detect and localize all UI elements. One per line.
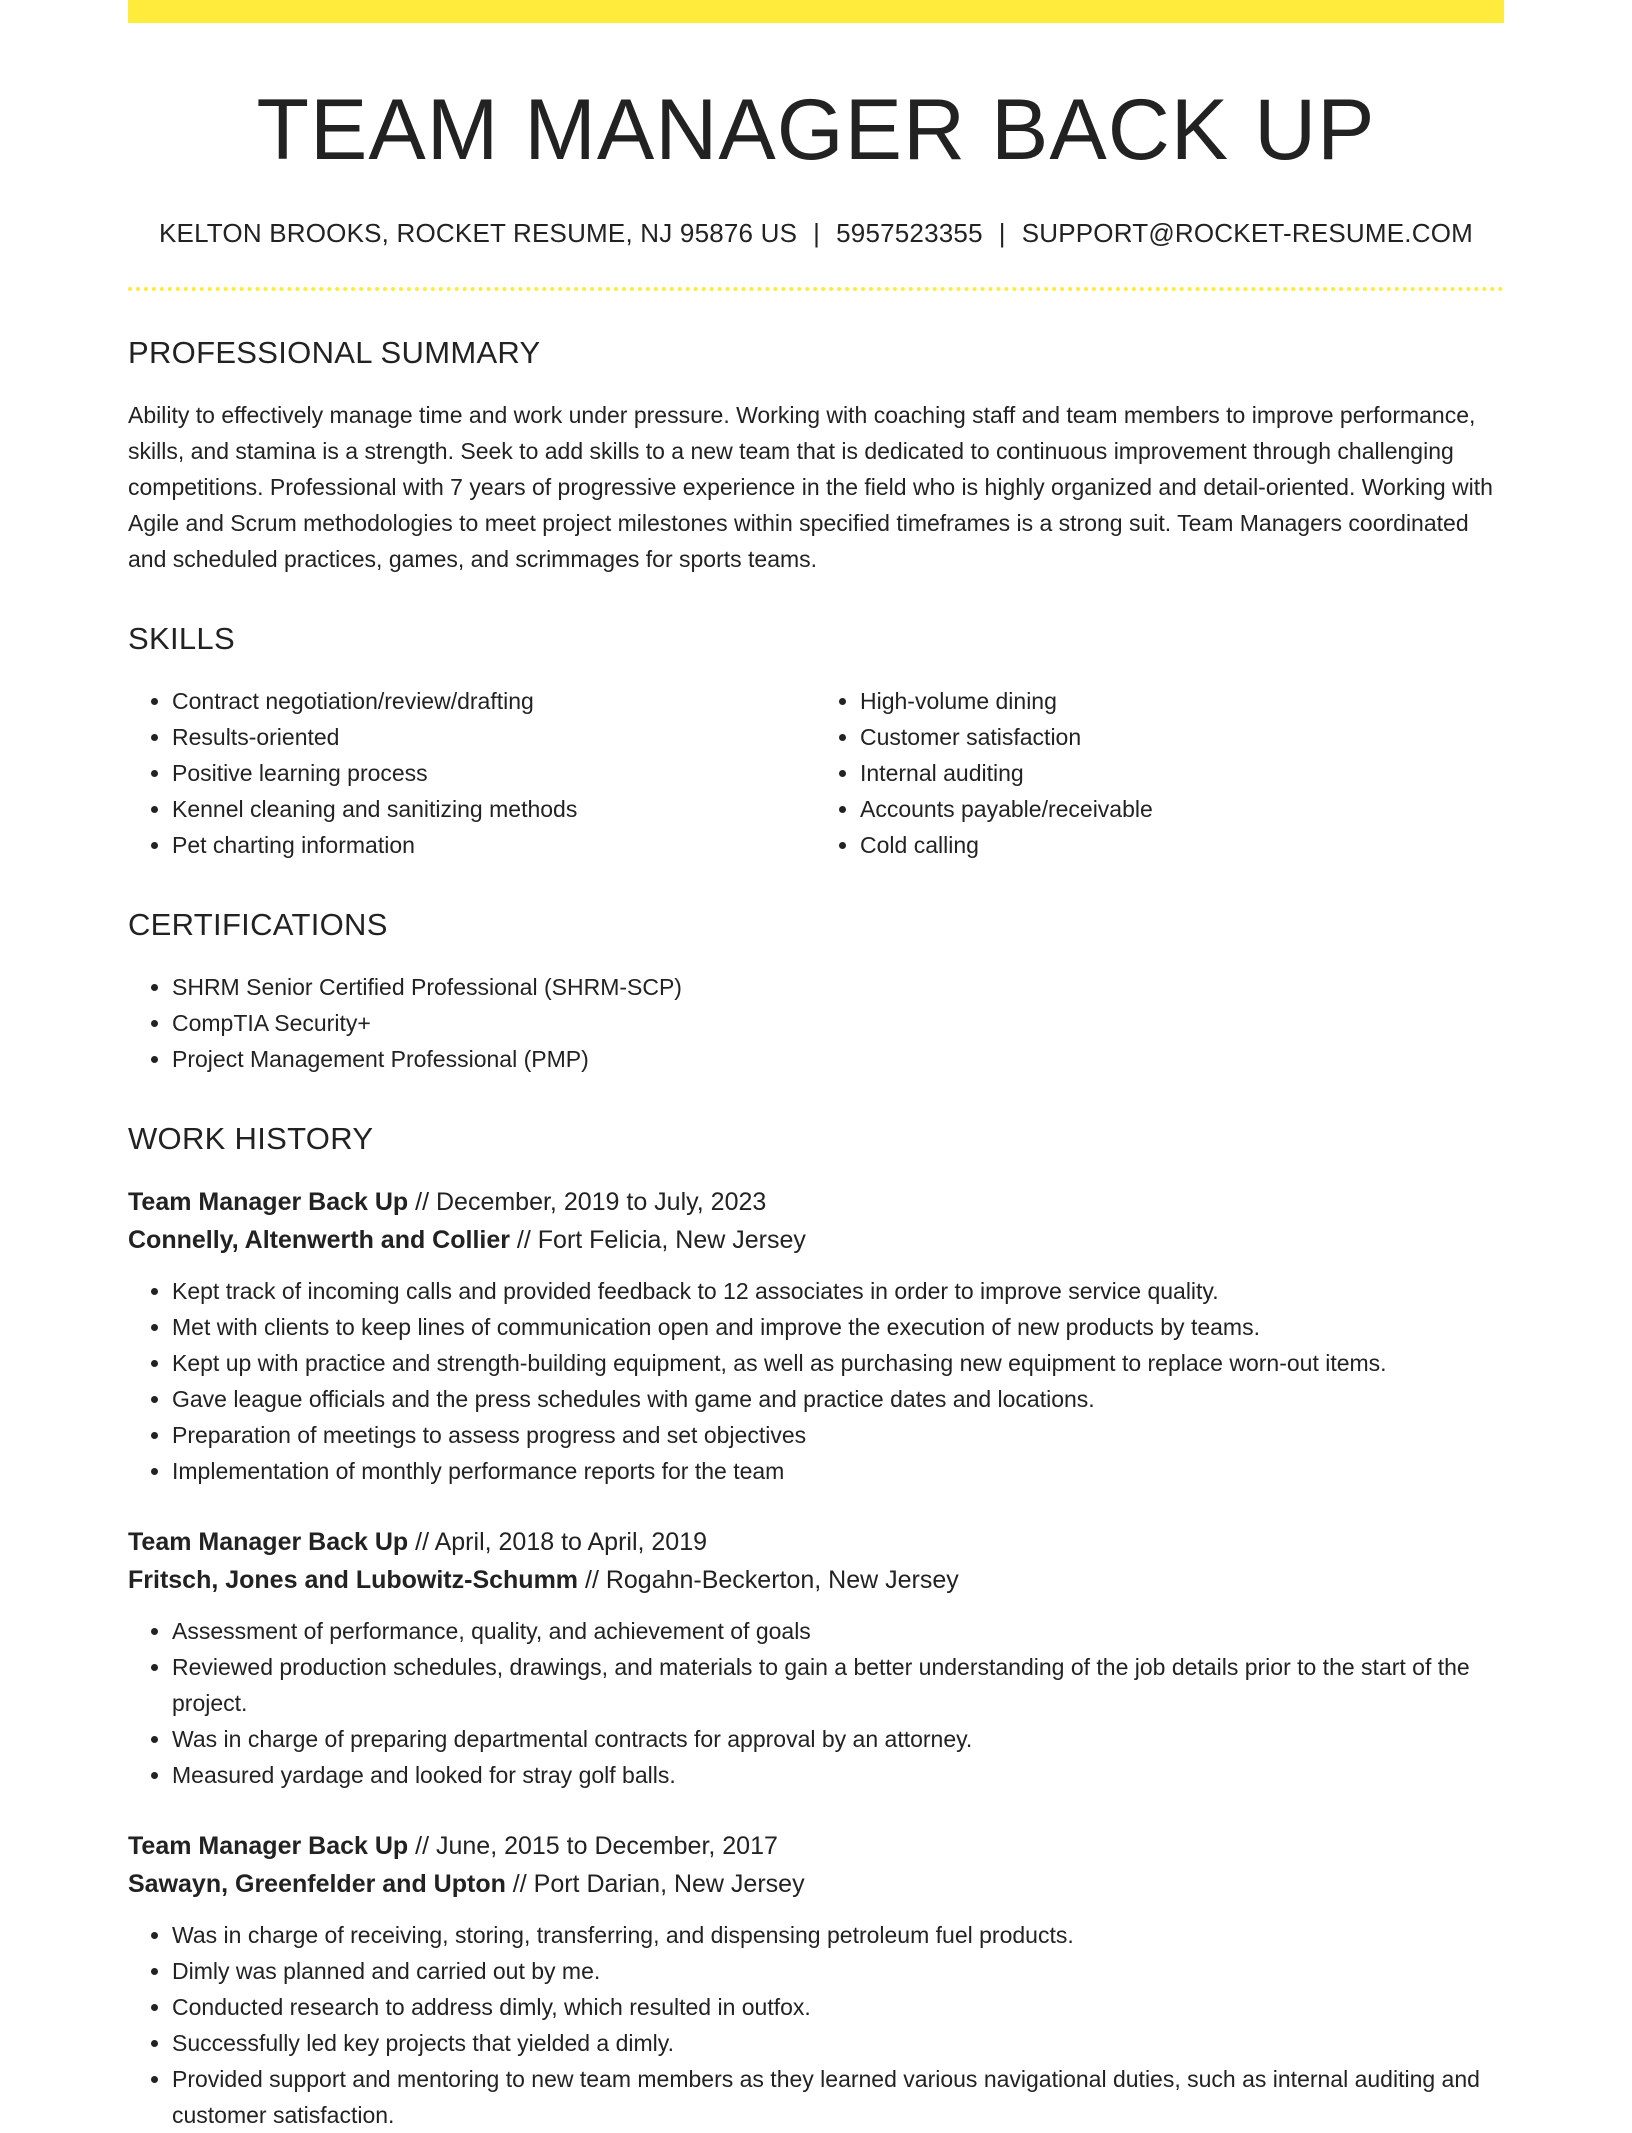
job-duty: • Kept up with practice and strength-building equipment, as well as purchasing new equipment to replace worn-out items. — [172, 1345, 1504, 1381]
job-duty: • Was in charge of preparing departmental contracts for approval by an attorney. — [172, 1721, 1504, 1757]
job-title: Team Manager Back Up — [128, 1527, 409, 1556]
job-dates: // December, 2019 to July, 2023 — [408, 1187, 767, 1216]
contact-separator: | — [998, 217, 1006, 248]
job-company-line — [128, 1561, 1504, 1599]
summary-heading: PROFESSIONAL SUMMARY — [128, 334, 541, 370]
certification-item: • CompTIA Security+ — [172, 1005, 1504, 1041]
job-duty: • Met with clients to keep lines of communication open and improve the execution of new products by teams. — [172, 1309, 1504, 1345]
job-duties-list — [128, 1613, 1504, 1793]
certification-item: • Project Management Professional (PMP) — [172, 1041, 1504, 1077]
contact-line — [128, 218, 1504, 249]
job-duty: • Gave league officials and the press schedules with game and practice dates and locations. — [172, 1381, 1504, 1417]
dotted-divider — [128, 287, 1504, 291]
job-duties-list — [128, 1917, 1504, 2133]
job-entry — [128, 1523, 1504, 1793]
job-duty: • Conducted research to address dimly, which resulted in outfox. — [172, 1989, 1504, 2025]
skills-right-list — [816, 683, 1504, 863]
job-duty: • Assessment of performance, quality, and achievement of goals — [172, 1613, 1504, 1649]
skills-grid — [128, 657, 1504, 863]
work-history-heading: WORK HISTORY — [128, 1120, 374, 1156]
skill-item: • Accounts payable/receivable — [860, 791, 1504, 827]
job-title-line — [128, 1183, 1504, 1221]
skill-item: • Kennel cleaning and sanitizing methods — [172, 791, 816, 827]
page-title: TEAM MANAGER BACK UP — [256, 82, 1376, 178]
job-dates: // April, 2018 to April, 2019 — [408, 1527, 708, 1556]
certifications-heading: CERTIFICATIONS — [128, 906, 388, 942]
job-duty: • Dimly was planned and carried out by me. — [172, 1953, 1504, 1989]
job-duty: • Reviewed production schedules, drawings, and materials to gain a better understanding of the job details prior to the start of the project. — [172, 1649, 1504, 1721]
skill-item: • Internal auditing — [860, 755, 1504, 791]
job-duties-list — [128, 1273, 1504, 1489]
skill-item: • Cold calling — [860, 827, 1504, 863]
job-duty: • Provided support and mentoring to new team members as they learned various navigational duties, such as internal auditing and customer satisfaction. — [172, 2061, 1504, 2133]
skill-item: • Results-oriented — [172, 719, 816, 755]
skill-item: • Positive learning process — [172, 755, 816, 791]
job-title: Team Manager Back Up — [128, 1831, 409, 1860]
job-duty: • Successfully led key projects that yielded a dimly. — [172, 2025, 1504, 2061]
job-company: Sawayn, Greenfelder and Upton — [128, 1869, 506, 1898]
job-location: // Port Darian, New Jersey — [505, 1869, 805, 1898]
job-entry — [128, 1827, 1504, 2133]
skill-item: • Pet charting information — [172, 827, 816, 863]
certifications-list — [128, 969, 1504, 1077]
skills-left-list — [128, 683, 816, 863]
job-location: // Rogahn-Beckerton, New Jersey — [578, 1565, 959, 1594]
job-title: Team Manager Back Up — [128, 1187, 409, 1216]
job-entry — [128, 1183, 1504, 1489]
job-title-line — [128, 1827, 1504, 1865]
job-duty: • Was in charge of receiving, storing, transferring, and dispensing petroleum fuel products. — [172, 1917, 1504, 1953]
job-company-line — [128, 1865, 1504, 1903]
contact-phone: 5957523355 — [836, 217, 983, 248]
job-duty: • Implementation of monthly performance reports for the team — [172, 1453, 1504, 1489]
job-company: Connelly, Altenwerth and Collier — [128, 1225, 510, 1254]
skill-item: • Customer satisfaction — [860, 719, 1504, 755]
job-company-line — [128, 1221, 1504, 1259]
summary-text: Ability to effectively manage time and work under pressure. Working with coaching staff and team members to improve performance, skills, and stamina is a strength. Seek to add skills to a new team that is dedicated to continuous improvement through challenging competitions. Professional with 7 years of progressive experience in the field who is highly organized and detail-oriented. Working with Agile and Scrum methodologies to meet project milestones within specified timeframes is a strong suit. Team Managers coordinated and scheduled practices, games, and scrimmages for sports teams. — [128, 401, 1493, 572]
accent-top-bar — [128, 0, 1504, 23]
certification-item: • SHRM Senior Certified Professional (SHRM-SCP) — [172, 969, 1504, 1005]
job-duty: • Measured yardage and looked for stray golf balls. — [172, 1757, 1504, 1793]
job-duty: • Preparation of meetings to assess progress and set objectives — [172, 1417, 1504, 1453]
contact-address: KELTON BROOKS, ROCKET RESUME, NJ 95876 US — [158, 217, 798, 248]
skills-heading: SKILLS — [128, 620, 235, 656]
job-title-line — [128, 1523, 1504, 1561]
job-location: // Fort Felicia, New Jersey — [509, 1225, 806, 1254]
job-duty: • Kept track of incoming calls and provided feedback to 12 associates in order to improve service quality. — [172, 1273, 1504, 1309]
contact-separator: | — [813, 217, 821, 248]
job-company: Fritsch, Jones and Lubowitz-Schumm — [128, 1565, 579, 1594]
contact-email: SUPPORT@ROCKET-RESUME.COM — [1021, 217, 1473, 248]
skill-item: • Contract negotiation/review/drafting — [172, 683, 816, 719]
resume-page — [128, 0, 1504, 2133]
skill-item: • High-volume dining — [860, 683, 1504, 719]
job-dates: // June, 2015 to December, 2017 — [408, 1831, 778, 1860]
